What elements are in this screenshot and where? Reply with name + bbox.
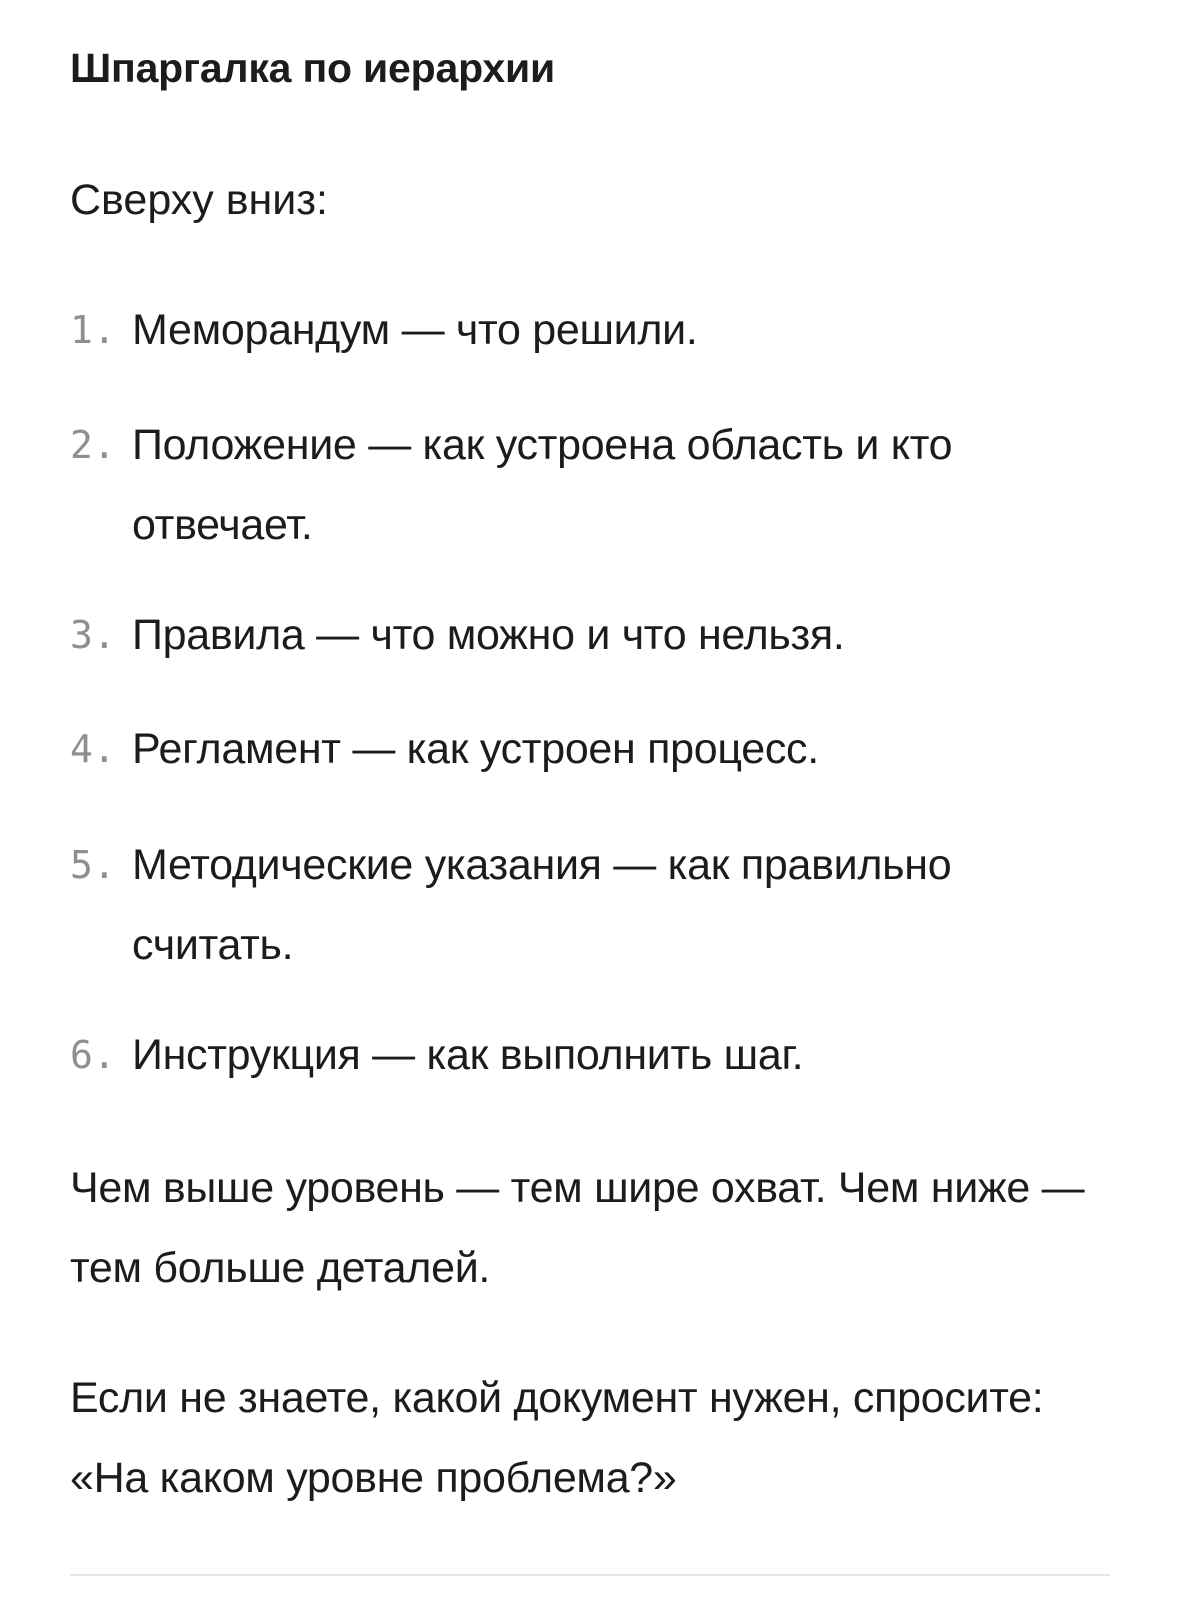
list-item-text: Положение — как устроена область и кто отвечает.: [132, 421, 953, 549]
advice-paragraph: Если не знаете, какой документ нужен, спросите: «На каком уровне проблема?»: [70, 1374, 1044, 1502]
list-item-number: 6.: [70, 1033, 116, 1077]
list-item-text: Правила — что можно и что нельзя.: [132, 611, 845, 659]
list-item-text: Инструкция — как выполнить шаг.: [132, 1031, 804, 1079]
summary-paragraph: Чем выше уровень — тем шире охват. Чем ниже — тем больше деталей.: [70, 1164, 1085, 1292]
list-item-text: Методические указания — как правильно считать.: [132, 841, 952, 969]
divider: [70, 1574, 1110, 1576]
list-item-number: 1.: [70, 308, 116, 352]
page-title: Шпаргалка по иерархии: [70, 45, 556, 91]
list-item-number: 3.: [70, 613, 116, 657]
list-item-text: Меморандум — что решили.: [132, 306, 698, 354]
intro-text: Сверху вниз:: [70, 176, 328, 224]
list-item-number: 4.: [70, 727, 116, 771]
list-item-number: 2.: [70, 423, 116, 467]
list-item-number: 5.: [70, 843, 116, 887]
list-item-text: Регламент — как устроен процесс.: [132, 725, 819, 773]
